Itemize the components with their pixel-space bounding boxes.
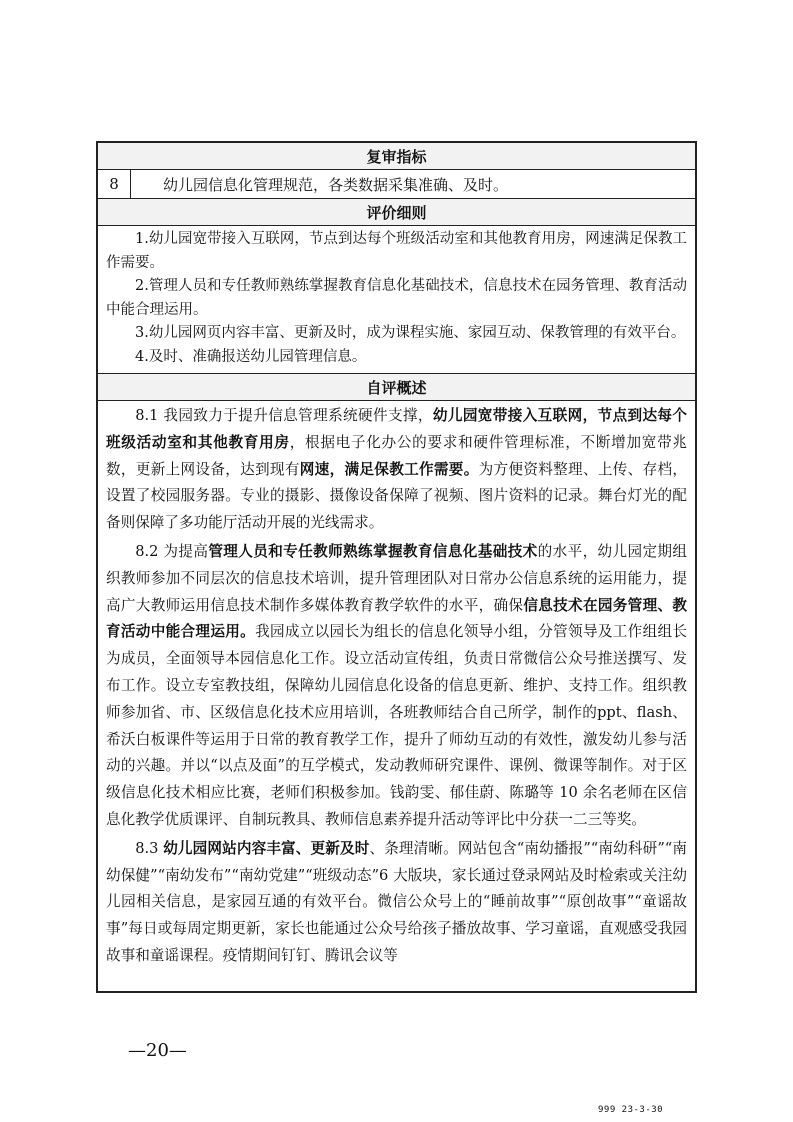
indicator-row xyxy=(98,170,695,199)
self-evaluation-paragraph-3 xyxy=(106,836,687,970)
criteria-item: 4.及时、准确报送幼儿园管理信息。 xyxy=(135,348,367,365)
p1-highlight-d: 网速，满足保教工作需要。 xyxy=(299,460,479,478)
criteria-item: 3.幼儿园网页内容丰富、更新及时，成为课程实施、家园互动、保教管理的有效平台。 xyxy=(135,325,686,341)
criteria-item: 1.幼儿园宽带接入互联网，节点到达每个班级活动室和其他教育用房，网速满足保教工作需要。 xyxy=(106,231,687,271)
p2-text-a: 8.2 为提高 xyxy=(135,542,209,560)
self-evaluation-block xyxy=(98,401,695,991)
p1-text-e: 为方便资料整理、上传、存档，设置了校园服务器。专业的摄影、摄像设备保障了视频、图片资料的记录。舞台灯光的配备则保障了多功能厅活动开展的光线需求。 xyxy=(106,460,687,532)
self-evaluation-paragraph-1 xyxy=(106,403,687,537)
criteria-block xyxy=(98,226,695,374)
print-stamp: 999 23-3-30 xyxy=(598,1105,664,1115)
p1-text-a: 8.1 我园致力于提升信息管理系统硬件支撑， xyxy=(135,407,433,424)
page-number: —20— xyxy=(128,1040,187,1061)
self-evaluation-header: 自评概述 xyxy=(98,374,695,401)
p2-text-e: 我园成立以园长为组长的信息化领导小组，分管领导及工作组组长为成员，全面领导本园信息化工作。设立活动宣传组，负责日常微信公众号推送撰写、发布工作。设立专室教技组，保障幼儿园信息化设备的信息更新、维护、支持工作。组织教师参加省、市、区级信息化技术应用培训，各班教师结合自己所学，制作的ppt、flash、希沃白板课件等运用于日常的教育教学工作，提升了师幼互动的有效性，激发幼儿参与活动的兴趣。并以“以点及面”的互学模式，发动教师研究课件、课例、微课等制作。对于区级信息化技术相应比赛，老师们积极参加。钱韵雯、郁佳蔚、陈璐等 10 余名老师在区信息化教学优质课评、自制玩教具、教师信息素养提升活动等评比中分获一二三等奖。 xyxy=(106,623,687,828)
p3-highlight-b: 幼儿园网站内容丰富、更新及时 xyxy=(163,839,370,857)
self-evaluation-paragraph-2 xyxy=(106,539,687,834)
evaluation-table xyxy=(96,141,697,993)
review-indicator-header: 复审指标 xyxy=(98,143,695,170)
p2-highlight-b: 管理人员和专任教师熟练掌握教育信息化基础技术 xyxy=(208,542,538,560)
criteria-item: 2.管理人员和专任教师熟练掌握教育信息化基础技术，信息技术在园务管理、教育活动中能合理运用。 xyxy=(106,278,687,318)
p3-text-a: 8.3 xyxy=(135,839,164,857)
indicator-text: 幼儿园信息化管理规范，各类数据采集准确、及时。 xyxy=(163,175,509,194)
p2-highlight-d: 信息技术在园务管理、教育活动中能合理运用。 xyxy=(106,596,687,641)
p1-text-c: ，根据电子化办公的要求和硬件管理标准，不断增加宽带兆数，更新上网设备，达到现有 xyxy=(106,433,687,478)
p2-text-c: 的水平，幼儿园定期组织教师参加不同层次的信息技术培训，提升管理团队对日常办公信息系统的运用能力，提高广大教师运用信息技术制作多媒体教育教学软件的水平，确保 xyxy=(106,542,687,614)
p1-highlight-b: 幼儿园宽带接入互联网，节点到达每个班级活动室和其他教育用房 xyxy=(106,407,687,451)
criteria-header: 评价细则 xyxy=(98,199,695,226)
p3-text-c: 、条理清晰。网站包含“南幼播报”“南幼科研”“南幼保健”“南幼发布”“南幼党建”“班级动态”6 大版块，家长通过登录网站及时检索或关注幼儿园相关信息，是家园互通的有效平台。微信公众号上的“睡前故事”“原创故事”“童谣故事”每日或每周定期更新，家长也能通过公众号给孩子播放故事、学习童谣，直观感受我园故事和童谣课程。疫情期间钉钉、腾讯会议等 xyxy=(106,839,687,964)
indicator-number: 8 xyxy=(98,170,131,198)
